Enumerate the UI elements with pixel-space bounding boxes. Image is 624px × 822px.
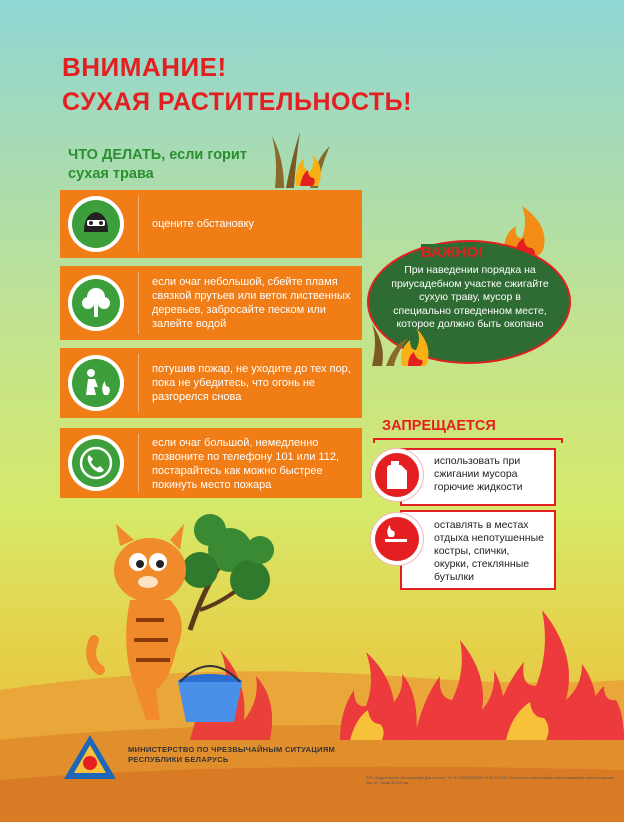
forbidden-icon-circle-1 <box>370 448 424 502</box>
ministry-name <box>128 745 335 764</box>
heading-line-2: сухая трава <box>68 166 154 182</box>
step-divider <box>138 434 139 492</box>
forbidden-bracket <box>372 437 566 445</box>
step-icon-circle <box>68 275 124 331</box>
step-icon-circle <box>68 435 124 491</box>
ministry-line-2: РЕСПУБЛИКИ БЕЛАРУСЬ <box>128 754 229 764</box>
grass-fire-decoration <box>368 310 438 368</box>
step-divider <box>138 354 139 412</box>
forbidden-text: использовать при сжигании мусора горючие жидкости <box>434 455 523 493</box>
step-text: потушив пожар, не уходите до тех пор, пока не убедитесь, что огонь не разгорелся снова <box>152 363 351 403</box>
step-card-4 <box>60 428 362 498</box>
what-to-do-heading <box>68 146 328 184</box>
step-card-1 <box>60 190 362 258</box>
fuel-canister-icon <box>379 457 415 493</box>
step-divider <box>138 196 139 252</box>
phone-icon <box>78 445 114 481</box>
title-line-1: ВНИМАНИЕ! <box>62 52 227 82</box>
heading-rest: если горит <box>165 147 247 163</box>
important-label: ВАЖНО! <box>421 244 483 261</box>
mchs-emblem-logo <box>62 733 118 783</box>
tree-branch-icon <box>78 285 114 321</box>
step-card-2 <box>60 266 362 340</box>
step-text: если очаг большой, немедленно позвоните по телефону 101 или 112, постарайтесь как можно быстрее покинуть место пожара <box>152 437 340 491</box>
burning-match-icon <box>379 521 415 557</box>
ministry-line-1: МИНИСТЕРСТВО ПО ЧРЕЗВЫЧАЙНЫМ СИТУАЦИЯМ <box>128 745 336 754</box>
person-watching-fire-icon <box>78 365 114 401</box>
fine-print: РУП «Издательство «Белорусский Дом печати». Ул. № 02330/0494723 от 30.04.2004. Отпечатано в типографии с использованием оригинал-макета. Зак. №. Тираж 30 000 экз. <box>366 776 615 785</box>
step-card-3 <box>60 348 362 418</box>
forbidden-text: оставлять в местах отдыха непотушенные костры, спички, окурки, стеклянные бутылки <box>434 519 544 583</box>
title-line-2: СУХАЯ РАСТИТЕЛЬНОСТЬ! <box>62 88 412 116</box>
forbidden-heading: ЗАПРЕЩАЕТСЯ <box>382 418 496 434</box>
cat-with-branch-illustration <box>80 510 280 730</box>
important-text: При наведении порядка на приусадебном участке сжигайте сухую траву, мусор в специально отведенном месте, которое должно быть окопано <box>391 264 549 330</box>
step-text: оцените обстановку <box>152 218 255 230</box>
step-icon-circle <box>68 355 124 411</box>
heading-bold: ЧТО ДЕЛАТЬ, <box>68 147 166 163</box>
mask-face-icon <box>78 206 114 242</box>
step-icon-circle <box>68 196 124 252</box>
step-divider <box>138 272 139 334</box>
forbidden-item-2 <box>400 510 556 590</box>
step-text: если очаг небольшой, сбейте пламя связкой прутьев или веток лиственных деревьев, забросайте песком или залейте водой <box>152 276 351 330</box>
forbidden-icon-circle-2 <box>370 512 424 566</box>
